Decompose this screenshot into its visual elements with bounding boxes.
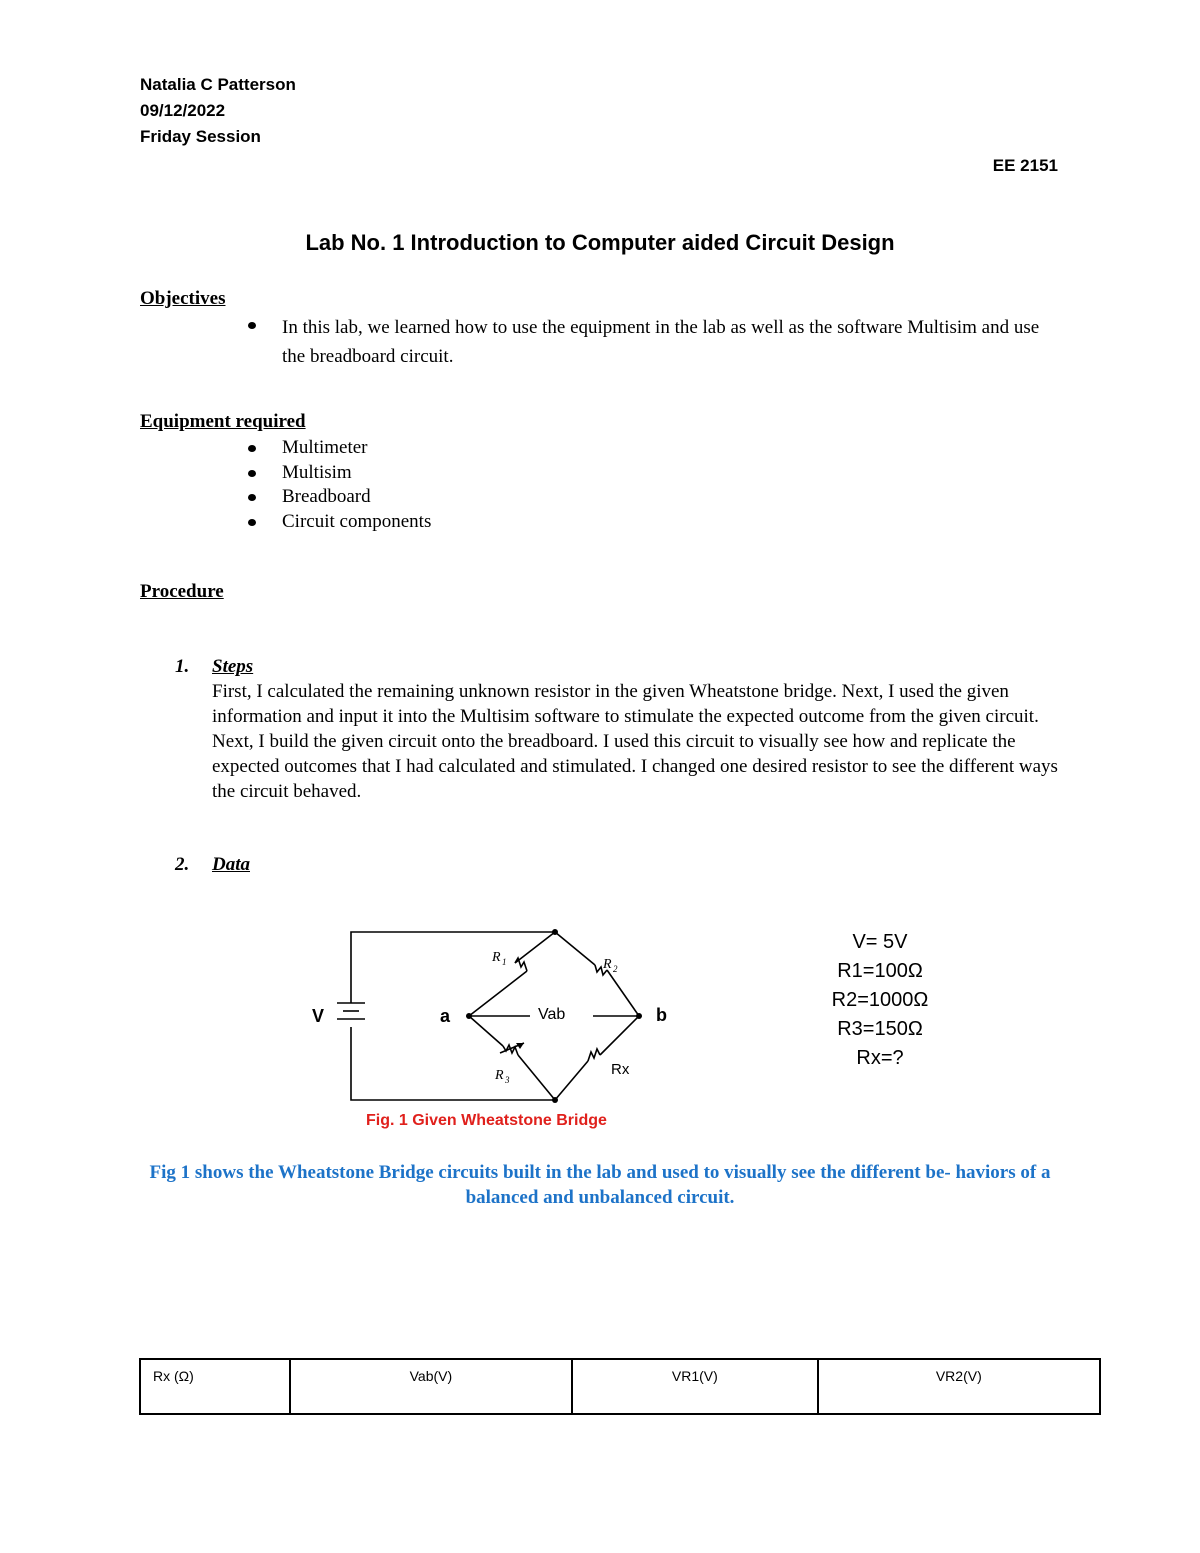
table-header-cell: Rx (Ω) bbox=[140, 1359, 290, 1414]
objective-text: In this lab, we learned how to use the equipment in the lab as well as the software Multisim and use the breadboard circuit. bbox=[282, 317, 1040, 367]
vab-label: Vab bbox=[538, 1006, 566, 1023]
given-values bbox=[800, 928, 960, 1073]
table-header-cell: VR1(V) bbox=[572, 1359, 817, 1414]
value-line: R1=100Ω bbox=[837, 960, 923, 982]
equipment-item: Circuit components bbox=[282, 510, 432, 532]
step-title: Steps bbox=[212, 656, 254, 677]
list-item bbox=[246, 461, 431, 486]
resistor-r1 bbox=[515, 958, 527, 971]
node-a bbox=[466, 1013, 472, 1019]
value-line: Rx=? bbox=[856, 1047, 904, 1069]
wheatstone-bridge-diagram bbox=[300, 915, 700, 1110]
session-label: Friday Session bbox=[140, 127, 261, 146]
rx-label: Rx bbox=[611, 1061, 630, 1078]
node-b-label: b bbox=[656, 1005, 667, 1025]
data-table bbox=[139, 1358, 1101, 1415]
step-number: 2. bbox=[175, 854, 190, 875]
node-b bbox=[636, 1013, 642, 1019]
figure-description: Fig 1 shows the Wheatstone Bridge circuits built in the lab and used to visually see the different be- haviors of a balanced and unbalanced circuit. bbox=[149, 1162, 1051, 1208]
figure-caption: Fig. 1 Given Wheatstone Bridge bbox=[366, 1112, 607, 1129]
report-date: 09/12/2022 bbox=[140, 101, 226, 120]
author-name: Natalia C Patterson bbox=[140, 75, 296, 94]
step-number: 1. bbox=[175, 656, 190, 677]
bullet-icon bbox=[248, 470, 256, 477]
procedure-heading: Procedure bbox=[140, 581, 224, 602]
page-title: Lab No. 1 Introduction to Computer aided Circuit Design bbox=[305, 230, 895, 255]
r1-label: R bbox=[492, 950, 501, 965]
equipment-list bbox=[246, 436, 431, 534]
source-label: V bbox=[312, 1006, 325, 1026]
r2-subscript: 2 bbox=[613, 964, 618, 974]
table-header-cell: Vab(V) bbox=[290, 1359, 572, 1414]
table-row bbox=[140, 1359, 1100, 1414]
objectives-heading: Objectives bbox=[140, 288, 226, 309]
list-item bbox=[246, 313, 1046, 371]
resistor-rx bbox=[588, 1049, 600, 1061]
r1-subscript: 1 bbox=[502, 957, 507, 967]
r3-label: R bbox=[495, 1068, 504, 1083]
table-header-cell: VR2(V) bbox=[818, 1359, 1100, 1414]
equipment-heading: Equipment required bbox=[140, 411, 306, 432]
steps-paragraph: First, I calculated the remaining unknown resistor in the given Wheatstone bridge. Next, I used the given information and input it into the Multisim software to stimulate the expected outcome from the given circuit. Next, I build the given circuit onto the breadboard. I used this circuit to visually see how and replicate the expected outcomes that I had calculated and stimulated. I changed one desired resistor to see the different ways the circuit behaved. bbox=[212, 681, 1058, 802]
bullet-icon bbox=[248, 445, 256, 452]
node-a-label: a bbox=[440, 1006, 451, 1026]
equipment-item: Multimeter bbox=[282, 437, 368, 458]
value-line: V= 5V bbox=[852, 931, 908, 953]
value-line: R2=1000Ω bbox=[831, 989, 929, 1011]
node-bottom bbox=[552, 1097, 558, 1103]
bullet-icon bbox=[248, 519, 256, 526]
value-line: R3=150Ω bbox=[837, 1018, 923, 1040]
node-top bbox=[552, 929, 558, 935]
r3-subscript: 3 bbox=[505, 1075, 510, 1085]
r2-label: R bbox=[603, 957, 612, 972]
wire-top bbox=[351, 932, 555, 1003]
bullet-icon bbox=[248, 322, 256, 329]
list-item bbox=[246, 436, 431, 461]
course-code: EE 2151 bbox=[992, 156, 1058, 175]
equipment-item: Breadboard bbox=[282, 486, 371, 507]
step-title: Data bbox=[212, 854, 250, 875]
list-item bbox=[246, 485, 431, 510]
bullet-icon bbox=[248, 494, 256, 501]
list-item bbox=[246, 510, 431, 535]
equipment-item: Multisim bbox=[282, 461, 352, 483]
objectives-list bbox=[246, 313, 1046, 371]
